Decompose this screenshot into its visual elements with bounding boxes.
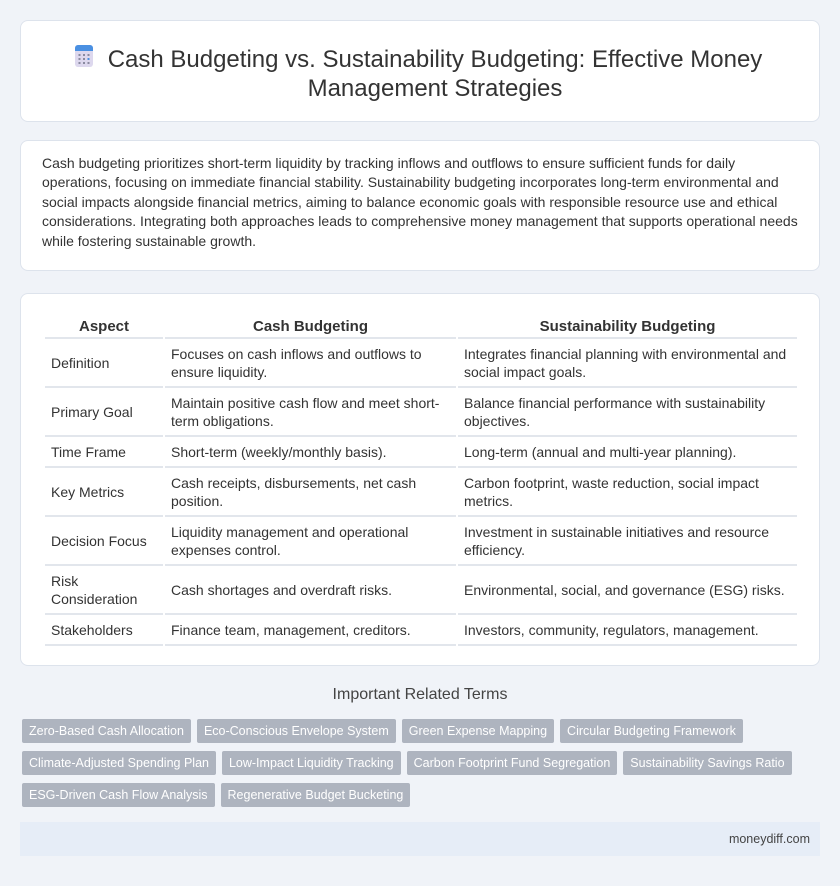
- table-row: [45, 339, 797, 388]
- related-term-tag[interactable]: Zero-Based Cash Allocation: [22, 719, 191, 743]
- sustainability-budgeting-cell: Investment in sustainable initiatives and resource efficiency.: [458, 517, 797, 566]
- header-card: [20, 20, 820, 122]
- related-term-tag[interactable]: Eco-Conscious Envelope System: [197, 719, 396, 743]
- sustainability-budgeting-cell: Investors, community, regulators, management.: [458, 615, 797, 646]
- intro-paragraph: Cash budgeting prioritizes short-term liquidity by tracking inflows and outflows to ensure sufficient funds for daily operations, focusing on immediate financial stability. Sustainability budgeting incorporates long-term environmental and social impacts alongside financial metrics, aiming to balance economic goals with responsible resource use and ethical considerations. Integrating both approaches leads to comprehensive money management that supports operational needs while fostering sustainable growth.: [42, 155, 798, 249]
- aspect-cell: Decision Focus: [45, 517, 163, 566]
- cash-budgeting-cell: Cash receipts, disbursements, net cash position.: [165, 468, 456, 517]
- sustainability-budgeting-cell: Carbon footprint, waste reduction, social impact metrics.: [458, 468, 797, 517]
- related-terms-tags: [22, 719, 802, 815]
- cash-budgeting-cell: Short-term (weekly/monthly basis).: [165, 437, 456, 468]
- aspect-cell: Primary Goal: [45, 388, 163, 437]
- page-title: Cash Budgeting vs. Sustainability Budgeting: Effective Money Management Strategies: [107, 46, 763, 102]
- table-header-row: [45, 315, 797, 339]
- sustainability-budgeting-cell: Integrates financial planning with environmental and social impact goals.: [458, 339, 797, 388]
- tag-row: [22, 783, 802, 807]
- aspect-cell: Key Metrics: [45, 468, 163, 517]
- cash-budgeting-cell: Liquidity management and operational expenses control.: [165, 517, 456, 566]
- table-row: [45, 566, 797, 615]
- sustainability-budgeting-cell: Long-term (annual and multi-year planning).: [458, 437, 797, 468]
- cash-budgeting-cell: Maintain positive cash flow and meet short-term obligations.: [165, 388, 456, 437]
- column-header-sustainability-budgeting: Sustainability Budgeting: [458, 315, 797, 339]
- footer-site-link[interactable]: moneydiff.com: [728, 832, 810, 846]
- footer: [20, 822, 820, 856]
- column-header-aspect: Aspect: [45, 315, 163, 339]
- tag-row: [22, 719, 802, 743]
- aspect-cell: Risk Consideration: [45, 566, 163, 615]
- related-term-tag[interactable]: Circular Budgeting Framework: [560, 719, 743, 743]
- related-term-tag[interactable]: ESG-Driven Cash Flow Analysis: [22, 783, 215, 807]
- related-term-tag[interactable]: Sustainability Savings Ratio: [623, 751, 791, 775]
- column-header-cash-budgeting: Cash Budgeting: [165, 315, 456, 339]
- comparison-table: [43, 315, 799, 646]
- table-row: [45, 517, 797, 566]
- table-row: [45, 437, 797, 468]
- tag-row: [22, 751, 802, 775]
- related-term-tag[interactable]: Carbon Footprint Fund Segregation: [407, 751, 618, 775]
- cash-budgeting-cell: Finance team, management, creditors.: [165, 615, 456, 646]
- related-term-tag[interactable]: Green Expense Mapping: [402, 719, 554, 743]
- table-row: [45, 468, 797, 517]
- table-row: [45, 615, 797, 646]
- related-term-tag[interactable]: Climate-Adjusted Spending Plan: [22, 751, 216, 775]
- aspect-cell: Time Frame: [45, 437, 163, 468]
- related-terms-title: Important Related Terms: [332, 686, 508, 703]
- cash-budgeting-cell: Focuses on cash inflows and outflows to ensure liquidity.: [165, 339, 456, 388]
- intro-card: [20, 140, 820, 271]
- sustainability-budgeting-cell: Balance financial performance with sustainability objectives.: [458, 388, 797, 437]
- cash-budgeting-cell: Cash shortages and overdraft risks.: [165, 566, 456, 615]
- related-term-tag[interactable]: Low-Impact Liquidity Tracking: [222, 751, 401, 775]
- table-row: [45, 388, 797, 437]
- aspect-cell: Stakeholders: [45, 615, 163, 646]
- comparison-table-card: [20, 293, 820, 666]
- aspect-cell: Definition: [45, 339, 163, 388]
- related-term-tag[interactable]: Regenerative Budget Bucketing: [221, 783, 411, 807]
- sustainability-budgeting-cell: Environmental, social, and governance (ESG) risks.: [458, 566, 797, 615]
